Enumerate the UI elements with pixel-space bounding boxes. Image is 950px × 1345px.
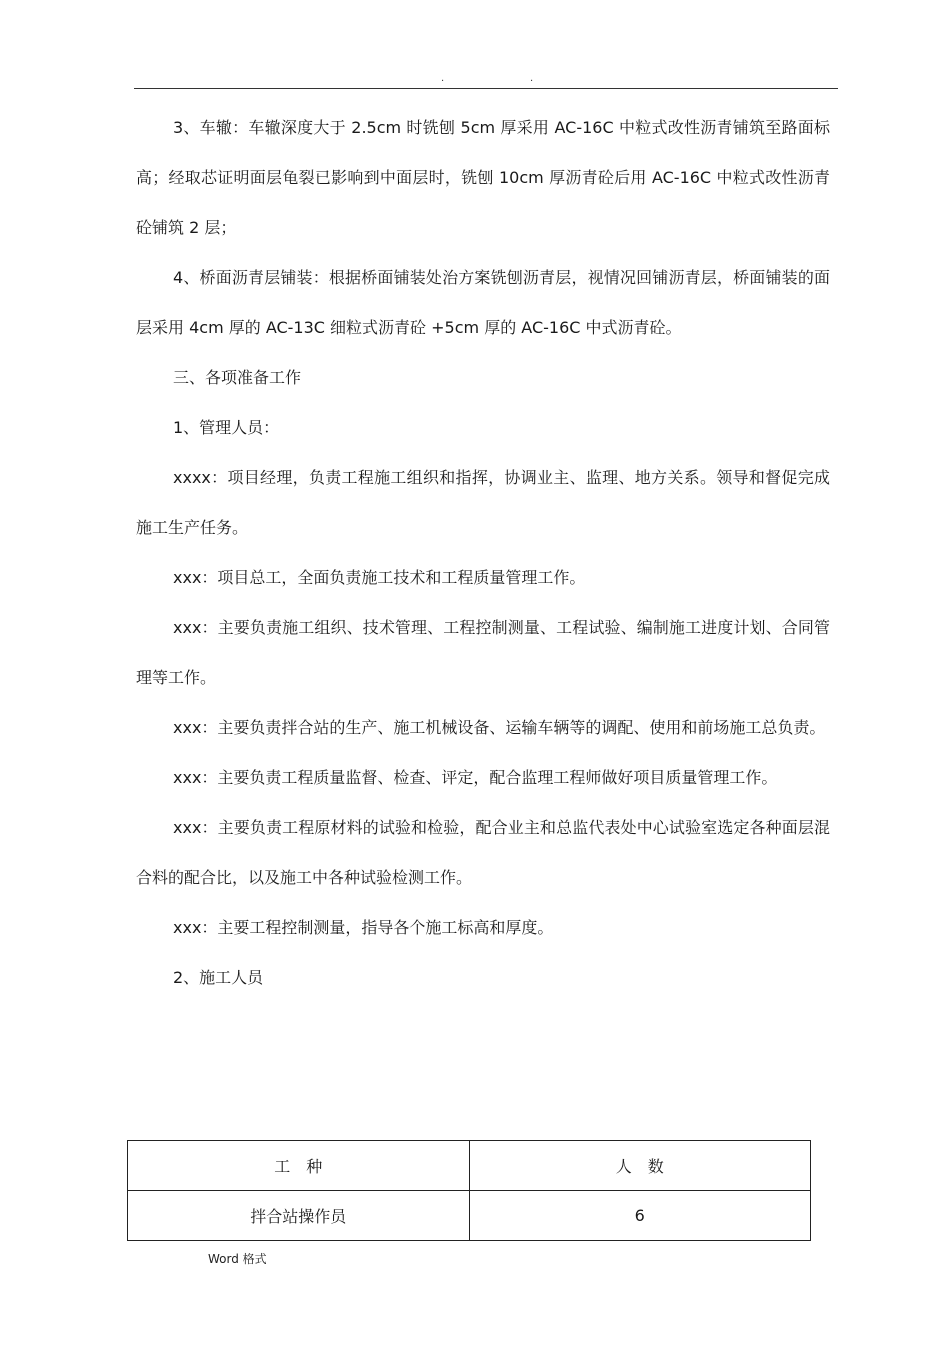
paragraph-mixing-station: xxx：主要负责拌合站的生产、施工机械设备、运输车辆等的调配、使用和前场施工总负责。 — [173, 718, 826, 737]
table-header-count: 人 数 — [469, 1141, 811, 1191]
header-dot-right: . — [530, 73, 534, 84]
table-header-row — [128, 1141, 811, 1191]
footer-label: Word 格式 — [208, 1252, 267, 1266]
subheading-construction-staff: 2、施工人员 — [173, 968, 264, 987]
table-cell-trade: 拌合站操作员 — [128, 1191, 470, 1241]
table-row — [128, 1191, 811, 1241]
table-header-trade: 工 种 — [128, 1141, 470, 1191]
paragraph-quality-supervision: xxx：主要负责工程质量监督、检查、评定，配合监理工程师做好项目质量管理工作。 — [173, 768, 778, 787]
paragraph-bridge-deck: 4、桥面沥青层铺装：根据桥面铺装处治方案铣刨沥青层，视情况回铺沥青层，桥面铺装的面层采用 4cm 厚的 AC-13C 细粒式沥青砼 +5cm 厚的 AC-16C 中式沥青砼。 — [136, 268, 830, 337]
paragraph-survey-control: xxx：主要工程控制测量，指导各个施工标高和厚度。 — [173, 918, 554, 937]
paragraph-project-manager: xxxx：项目经理，负责工程施工组织和指挥，协调业主、监理、地方关系。领导和督促完成施工生产任务。 — [136, 468, 830, 537]
paragraph-material-testing: xxx：主要负责工程原材料的试验和检验，配合业主和总监代表处中心试验室选定各种面层混合料的配合比，以及施工中各种试验检测工作。 — [136, 818, 830, 887]
paragraph-chief-engineer: xxx：项目总工，全面负责施工技术和工程质量管理工作。 — [173, 568, 586, 587]
subheading-management-staff: 1、管理人员： — [173, 418, 280, 437]
table-cell-count: 6 — [469, 1191, 811, 1241]
paragraph-rutting: 3、车辙：车辙深度大于 2.5cm 时铣刨 5cm 厚采用 AC-16C 中粒式改性沥青铺筑至路面标高；经取芯证明面层龟裂已影响到中面层时，铣刨 10cm 厚沥青砼后用 AC-16C 中粒式改性沥青砼铺筑 2 层； — [136, 118, 830, 237]
header-rule — [134, 88, 838, 89]
staff-table — [127, 1140, 811, 1241]
paragraph-construction-organization: xxx：主要负责施工组织、技术管理、工程控制测量、工程试验、编制施工进度计划、合同管理等工作。 — [136, 618, 830, 687]
header-dot-left: . — [441, 73, 445, 84]
section-heading-preparation: 三、各项准备工作 — [173, 368, 302, 387]
document-body — [136, 103, 830, 1003]
